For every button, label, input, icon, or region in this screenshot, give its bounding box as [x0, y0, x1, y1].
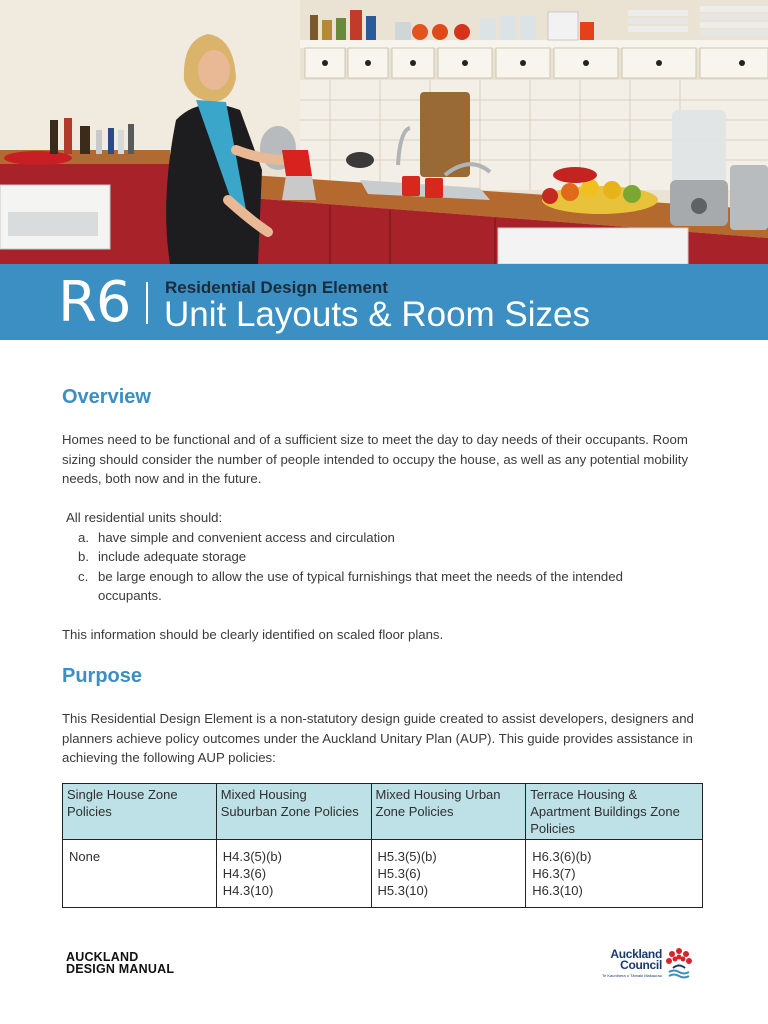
- table-header-row: [63, 784, 703, 840]
- element-kicker: Residential Design Element: [165, 278, 388, 297]
- list-marker: c.: [78, 568, 89, 584]
- table-header-cell: Single House Zone Policies: [63, 784, 217, 840]
- requirements-list: [62, 508, 712, 606]
- banner-divider: [146, 282, 148, 324]
- list-item: [62, 528, 712, 548]
- policy-ref: H6.3(10): [532, 883, 583, 898]
- element-code: R6: [58, 270, 131, 335]
- policy-ref: H5.3(10): [377, 883, 429, 898]
- list-item: [62, 547, 712, 567]
- policy-ref: H4.3(5)(b): [222, 849, 282, 864]
- council-tagline: Te Kaunihera o Tāmaki Makaurau: [602, 973, 662, 978]
- pohutukawa-flower-icon: [664, 946, 694, 980]
- table-row: [63, 840, 703, 908]
- table-cell: [371, 840, 526, 908]
- list-item-text: include adequate storage: [98, 549, 247, 564]
- table-cell: [63, 840, 217, 908]
- policy-ref: None: [69, 849, 101, 864]
- list-marker: b.: [78, 549, 89, 564]
- list-item-text: be large enough to allow the use of typical furnishings that meet the needs of the intended occupants.: [98, 568, 623, 603]
- council-logo-line: Council: [620, 958, 662, 972]
- list-lead: All residential units should:: [66, 510, 223, 525]
- policy-ref: H5.3(5)(b): [377, 849, 437, 864]
- list-marker: a.: [78, 529, 89, 545]
- auckland-council-logo: [600, 946, 696, 980]
- table-header-cell: Terrace Housing & Apartment Buildings Zone Policies: [526, 784, 703, 840]
- table-header-cell: Mixed Housing Urban Zone Policies: [371, 784, 526, 840]
- council-logo-line: Auckland: [610, 947, 662, 961]
- policy-ref: H6.3(7): [532, 866, 576, 881]
- policy-ref: H6.3(6)(b): [532, 849, 592, 864]
- table-cell: [526, 840, 703, 908]
- purpose-heading: Purpose: [62, 665, 143, 687]
- list-item: [62, 567, 638, 606]
- list-item-text: have simple and convenient access and circulation: [98, 529, 395, 545]
- table-header-cell: Mixed Housing Suburban Zone Policies: [216, 784, 371, 840]
- council-logo-wordmark: [610, 949, 662, 971]
- overview-heading: Overview: [62, 386, 151, 408]
- header-photo-kitchen: [0, 0, 768, 264]
- overview-intro: Homes need to be functional and of a sufficient size to meet the day to day needs of their occupants. Room sizing should consider the number of people intended to occupy the house, as well as any potential mobility needs, both now and in the future.: [62, 432, 689, 486]
- overview-note: This information should be clearly identified on scaled floor plans.: [62, 627, 444, 642]
- manual-logo-line: DESIGN MANUAL: [66, 962, 175, 976]
- policy-ref: H4.3(6): [222, 866, 267, 881]
- table-cell: [216, 840, 371, 908]
- policy-ref: H5.3(6): [377, 866, 421, 881]
- auckland-design-manual-logo: [66, 951, 174, 975]
- purpose-text: This Residential Design Element is a non-statutory design guide created to assist developers, designers and planners achieve policy outcomes under the Auckland Unitary Plan (AUP). This guide provides assistance in achieving the following AUP policies:: [62, 711, 694, 765]
- aup-policy-table: [62, 783, 703, 908]
- page-title: Unit Layouts & Room Sizes: [164, 295, 591, 334]
- policy-ref: H4.3(10): [222, 883, 274, 898]
- title-banner: [0, 264, 768, 340]
- manual-logo-line: AUCKLAND: [66, 950, 139, 964]
